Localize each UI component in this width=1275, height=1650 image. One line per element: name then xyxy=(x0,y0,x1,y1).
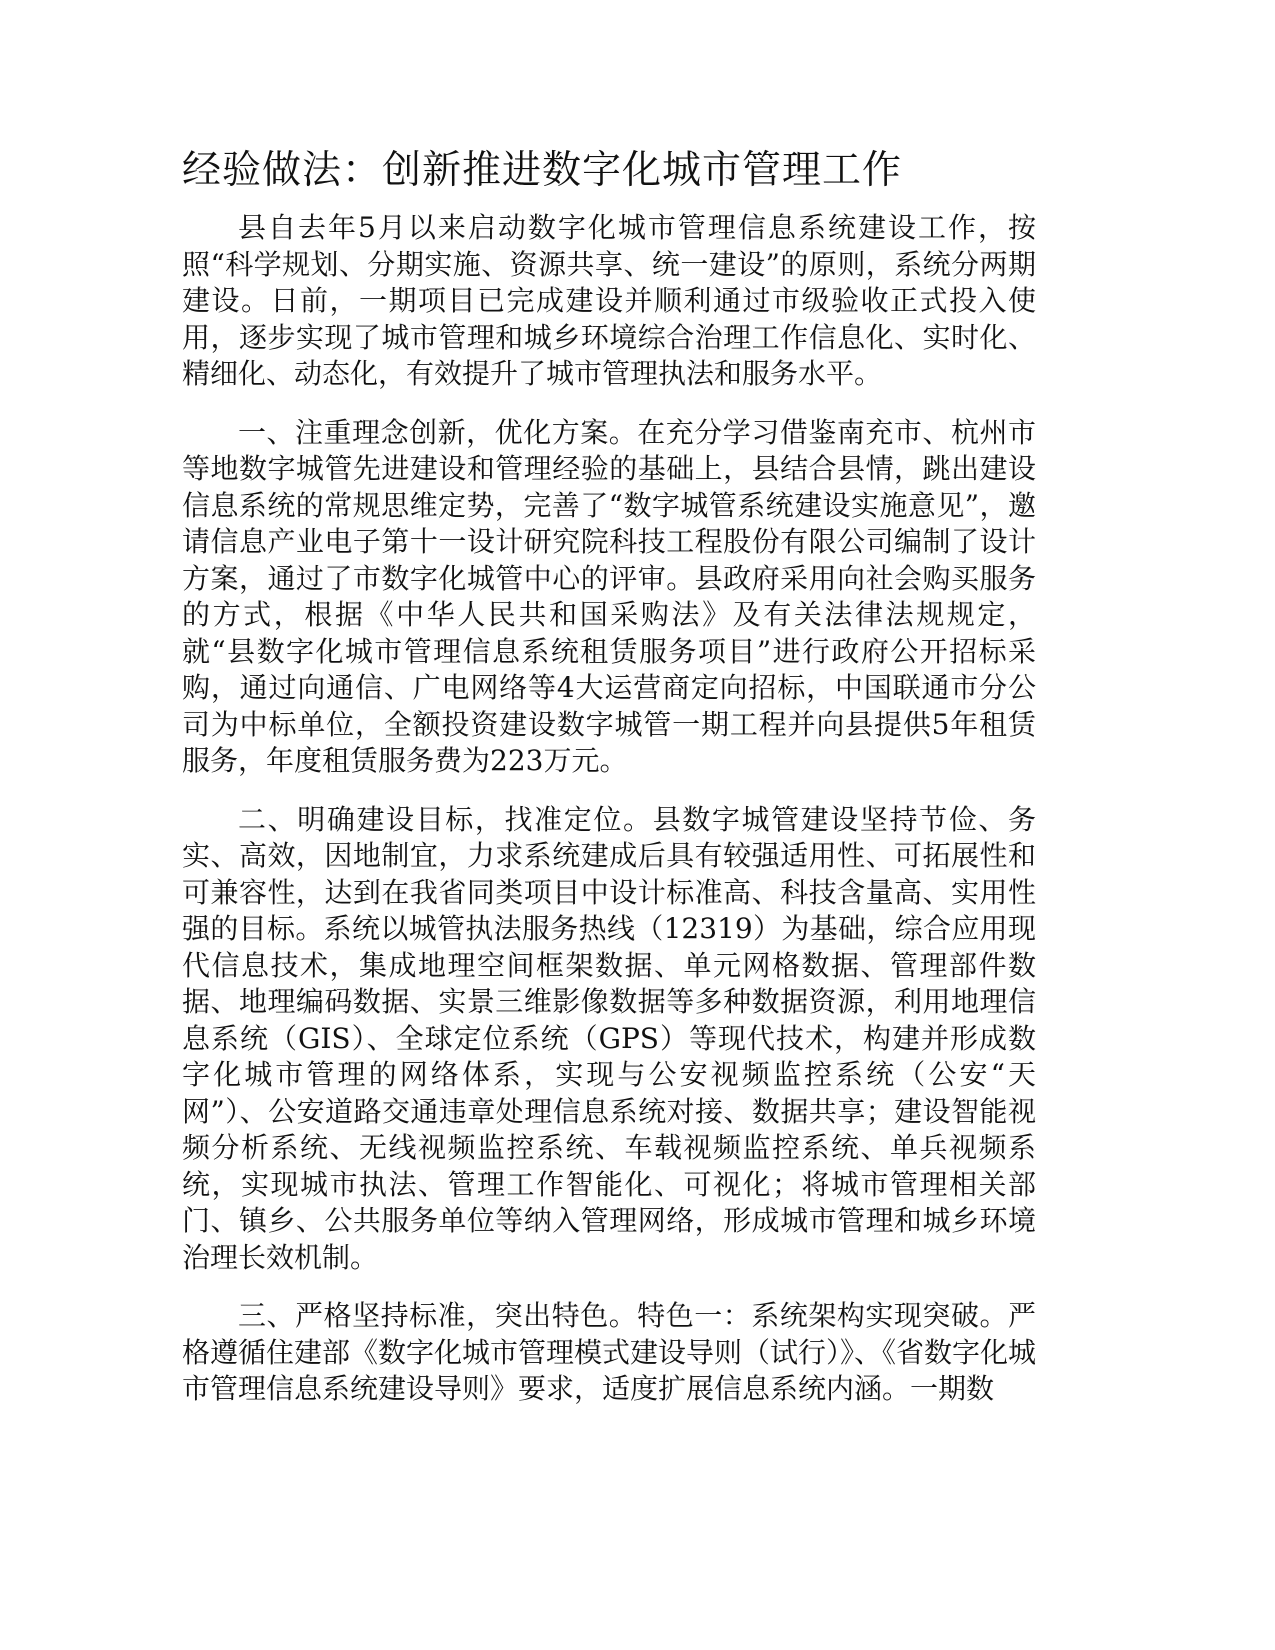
document-body xyxy=(182,210,1036,1430)
paragraph-section-1: 一、注重理念创新，优化方案。在充分学习借鉴南充市、杭州市等地数字城管先进建设和管理经验的基础上，县结合县情，跳出建设信息系统的常规思维定势，完善了“数字城管系统建设实施意见”，邀请信息产业电子第十一设计研究院科技工程股份有限公司编制了设计方案，通过了市数字化城管中心的评审。县政府采用向社会购买服务的方式，根据《中华人民共和国采购法》及有关法律法规规定，就“县数字化城市管理信息系统租赁服务项目”进行政府公开招标采购，通过向通信、广电网络等4大运营商定向招标，中国联通市分公司为中标单位，全额投资建设数字城管一期工程并向县提供5年租赁服务，年度租赁服务费为223万元。 xyxy=(182,415,1036,777)
paragraph-intro: 县自去年5月以来启动数字化城市管理信息系统建设工作，按照“科学规划、分期实施、资源共享、统一建设”的原则，系统分两期建设。日前，一期项目已完成建设并顺利通过市级验收正式投入使用，逐步实现了城市管理和城乡环境综合治理工作信息化、实时化、精细化、动态化，有效提升了城市管理执法和服务水平。 xyxy=(182,211,1036,390)
paragraph-section-2: 二、明确建设目标，找准定位。县数字城管建设坚持节俭、务实、高效，因地制宜，力求系统建成后具有较强适用性、可拓展性和可兼容性，达到在我省同类项目中设计标准高、科技含量高、实用性强的目标。系统以城管执法服务热线（12319）为基础，综合应用现代信息技术，集成地理空间框架数据、单元网格数据、管理部件数据、地理编码数据、实景三维影像数据等多种数据资源，利用地理信息系统（GIS）、全球定位系统（GPS）等现代技术，构建并形成数字化城市管理的网络体系，实现与公安视频监控系统（公安“天网”）、公安道路交通违章处理信息系统对接、数据共享；建设智能视频分析系统、无线视频监控系统、车载视频监控系统、单兵视频系统，实现城市执法、管理工作智能化、可视化；将城市管理相关部门、镇乡、公共服务单位等纳入管理网络，形成城市管理和城乡环境治理长效机制。 xyxy=(182,802,1036,1274)
paragraph-section-3: 三、严格坚持标准，突出特色。特色一：系统架构实现突破。严格遵循住建部《数字化城市管理模式建设导则（试行）》、《省数字化城市管理信息系统建设导则》要求，适度扩展信息系统内涵。一期数 xyxy=(182,1299,1037,1405)
document-title: 经验做法：创新推进数字化城市管理工作 xyxy=(182,148,903,193)
